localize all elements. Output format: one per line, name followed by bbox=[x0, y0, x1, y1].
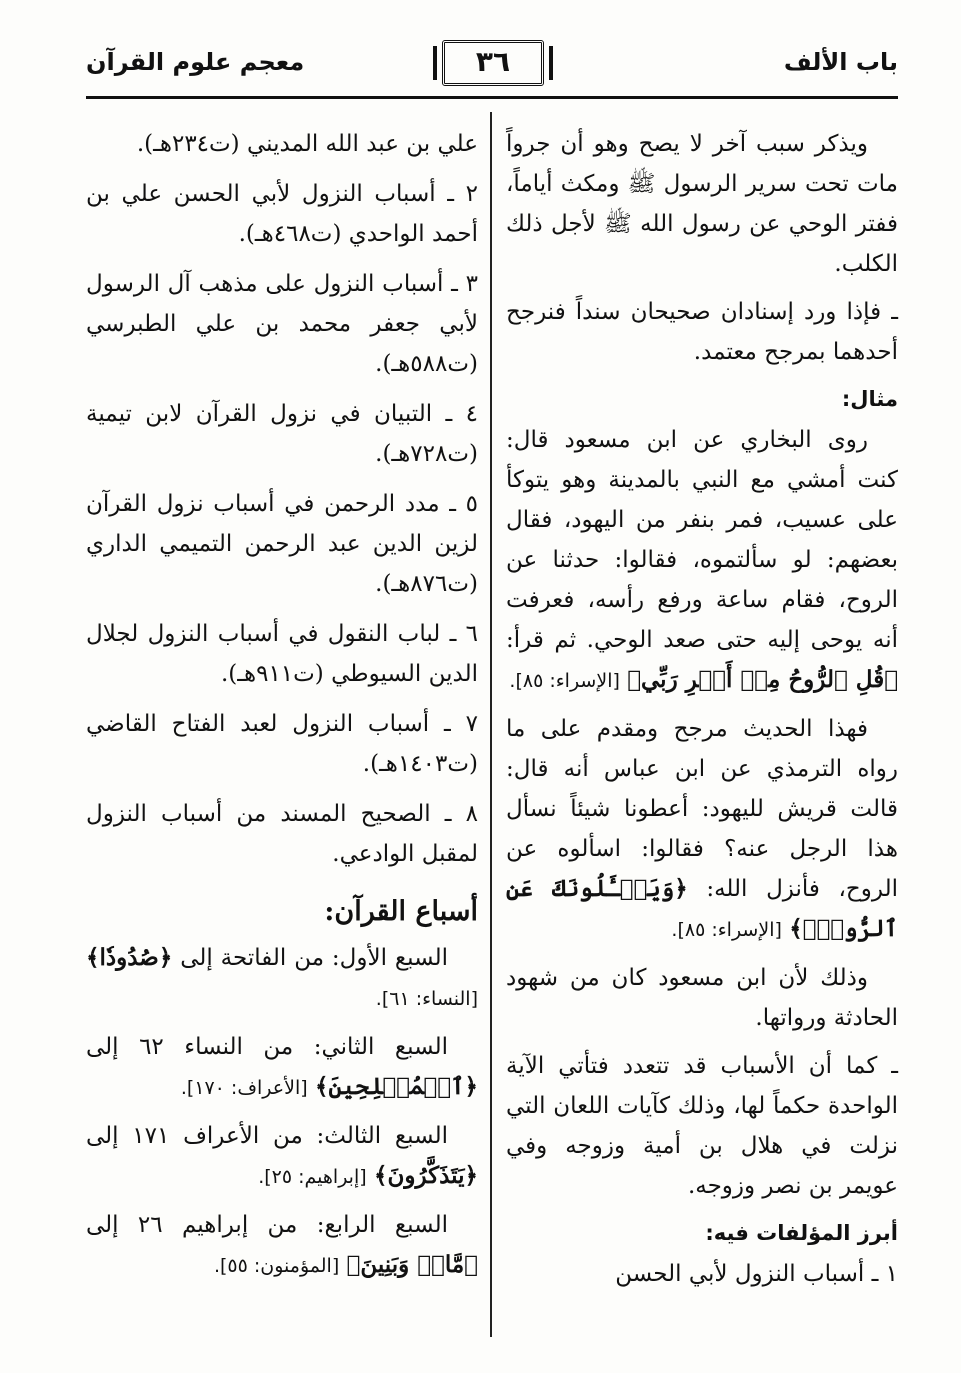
quran-quote: ﴿قُلِ ٱلرُّوحُ مِنۡ أَمۡرِ رَبِّي﴾ bbox=[627, 666, 898, 693]
header-rule bbox=[86, 96, 898, 99]
page-header bbox=[86, 40, 898, 90]
verse-reference: [الإسراء: ٨٥]. bbox=[671, 919, 782, 941]
paragraph bbox=[506, 420, 898, 701]
seventh-entry bbox=[86, 938, 478, 1019]
section-title: باب الألف bbox=[783, 48, 898, 76]
seventh-text: السبع الثاني: من النساء ٦٢ إلى bbox=[86, 1034, 448, 1060]
paragraph-text: فهذا الحديث مرجح ومقدم على ما رواه الترمذي عن ابن عباس أنه قال: قالت قريش لليهود: أعطونا شيئاً نسأل هذا الرجل عنه؟ فقالوا: اسألوه عن الروح، فأنزل الله: bbox=[506, 716, 898, 902]
list-item: ٨ ـ الصحيح المسند من أسباب النزول لمقبل الوادعي. bbox=[86, 801, 478, 867]
verse-reference: [إبراهيم: ٢٥]. bbox=[258, 1166, 367, 1188]
verse-reference: [الأعراف: ١٧٠]. bbox=[180, 1077, 308, 1099]
list-item: ٦ ـ لباب النقول في أسباب النزول لجلال الدين السيوطي (ت٩١١هـ). bbox=[86, 621, 478, 687]
paragraph bbox=[506, 709, 898, 950]
paragraph: ويذكر سبب آخر لا يصح وهو أن جرواً مات تحت سرير الرسول ﷺ ومكث أياماً، ففتر الوحي عن رسول الله ﷺ لأجل ذلك الكلب. bbox=[506, 131, 898, 277]
seventh-text: السبع الثالث: من الأعراف ١٧١ إلى bbox=[86, 1123, 448, 1149]
seventh-text: السبع الأول: من الفاتحة إلى bbox=[180, 945, 448, 971]
seventh-text: السبع الرابع: من إبراهيم ٢٦ إلى bbox=[86, 1212, 448, 1238]
quran-quote: ﴿يَتَذَكَّرُونَ﴾ bbox=[373, 1162, 478, 1189]
paragraph: وذلك لأن ابن مسعود كان من شهود الحادثة ورواتها. bbox=[506, 965, 898, 1031]
page-number: ٣٦ bbox=[442, 40, 544, 86]
seventh-entry bbox=[86, 1205, 478, 1286]
left-column bbox=[86, 124, 478, 1294]
seventh-entry bbox=[86, 1116, 478, 1197]
column-divider bbox=[490, 112, 492, 1337]
verse-reference: [النساء: ٦١]. bbox=[375, 988, 478, 1010]
verse-reference: [الإسراء: ٨٥]. bbox=[509, 670, 620, 692]
verse-reference: [المؤمنون: ٥٥]. bbox=[213, 1255, 340, 1277]
quran-quote: ﴿وَيَسۡـَٔلُونَكَ عَنِ ٱلرُّوحِۖ﴾ bbox=[506, 875, 898, 942]
quran-quote: ﴿ٱلۡمُصۡلِحِينَ﴾ bbox=[314, 1073, 478, 1100]
sevenths-heading: أسباع القرآن: bbox=[324, 896, 478, 927]
list-item: ٣ ـ أسباب النزول على مذهب آل الرسول لأبي جعفر محمد بن علي الطبرسي (ت٥٨٨هـ). bbox=[86, 271, 478, 377]
seventh-entry bbox=[86, 1027, 478, 1108]
book-title: معجم علوم القرآن bbox=[86, 48, 305, 76]
paragraph: ـ فإذا ورد إسنادان صحيحان سنداً فنرجح أحدهما بمرجح معتمد. bbox=[506, 299, 898, 365]
quran-quote: ﴿مَّالٖ وَبَنِينَ﴾ bbox=[346, 1251, 478, 1278]
hadith-text: روى البخاري عن ابن مسعود قال: كنت أمشي مع النبي بالمدينة وهو يتوكأ على عسيب، فمر بنفر من اليهود، فقال بعضهم: لو سألتموه، فقالوا: حدثنا عن الروح، فقام ساعة ورفع رأسه، فعرفت أنه يوحى إليه حتى صعد الوحي. ثم قرأ: bbox=[506, 427, 898, 653]
list-item: ٢ ـ أسباب النزول لأبي الحسن علي بن أحمد الواحدي (ت٤٦٨هـ). bbox=[86, 181, 478, 247]
list-item: علي بن عبد الله المديني (ت٢٣٤هـ). bbox=[136, 131, 478, 157]
right-column bbox=[506, 124, 898, 1302]
list-item: ٧ ـ أسباب النزول لعبد الفتاح القاضي (ت١٤٠٣هـ). bbox=[86, 711, 478, 777]
paragraph: ـ كما أن الأسباب قد تتعدد فتأتي الآية الواحدة حكماً لها، وذلك كآيات اللعان التي نزلت في هلال بن أمية وزوجه وفي عويمر بن نصر وزوجه. bbox=[506, 1053, 898, 1199]
list-item: ٥ ـ مدد الرحمن في أسباب نزول القرآن لزين الدين عبد الرحمن التميمي الداري (ت٨٧٦هـ). bbox=[86, 491, 478, 597]
quran-quote: ﴿صُدُودٗا﴾ bbox=[86, 944, 173, 971]
list-item: ٤ ـ التبيان في نزول القرآن لابن تيمية (ت٧٢٨هـ). bbox=[86, 401, 478, 467]
example-label: مثال: bbox=[841, 387, 898, 411]
list-item: ١ ـ أسباب النزول لأبي الحسن bbox=[615, 1261, 898, 1287]
works-heading: أبرز المؤلفات فيه: bbox=[705, 1221, 898, 1245]
